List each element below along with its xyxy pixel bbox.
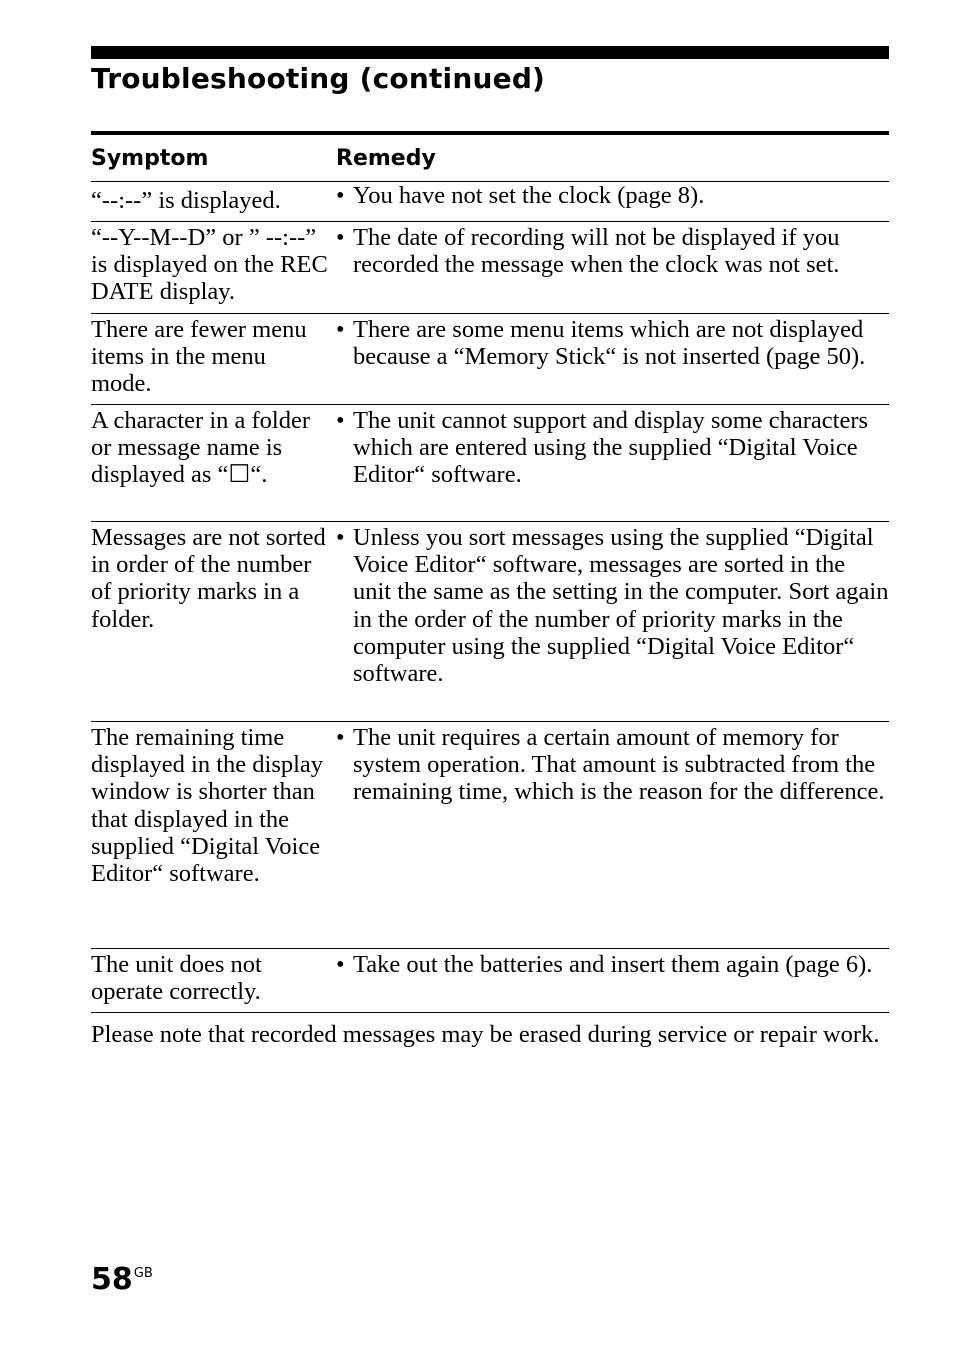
bullet-icon: • [336, 224, 345, 251]
page-number [91, 1262, 153, 1297]
table-row [91, 949, 889, 1013]
remedy-cell [336, 316, 889, 404]
remedy-cell [336, 524, 889, 721]
remedy-text: The unit cannot support and display some characters which are entered using the supplied “Digital Voice Editor“ software. [353, 407, 869, 489]
header-remedy: Remedy [336, 145, 436, 171]
table-row [91, 222, 889, 314]
symptom-cell: “--:--” is displayed. [91, 187, 281, 214]
bullet-icon: • [336, 524, 345, 551]
bullet-icon: • [336, 182, 345, 209]
symptom-cell: “--Y--M--D” or ” --:--” is displayed on the REC DATE display. [91, 224, 328, 306]
remedy-text: Take out the batteries and insert them again (page 6). [353, 951, 873, 978]
remedy-cell [336, 182, 889, 221]
remedy-text: You have not set the clock (page 8). [353, 182, 705, 209]
header-symptom: Symptom [91, 145, 209, 171]
remedy-cell [336, 224, 889, 313]
symptom-cell: Messages are not sorted in order of the number of priority marks in a folder. [91, 524, 326, 633]
remedy-cell [336, 407, 889, 521]
service-footnote: Please note that recorded messages may be erased during service or repair work. [91, 1021, 880, 1048]
remedy-text: Unless you sort messages using the supplied “Digital Voice Editor“ software, messages are sorted in the unit the same as the setting in the computer. Sort again in the order of the number of priority marks in the computer using the supplied “Digital Voice Editor“ software. [353, 524, 889, 688]
remedy-text: The date of recording will not be displayed if you recorded the message when the clock was not set. [353, 224, 840, 279]
remedy-cell [336, 951, 889, 1012]
remedy-text: There are some menu items which are not displayed because a “Memory Stick“ is not inserted (page 50). [353, 316, 866, 371]
section-title: Troubleshooting (continued) [91, 62, 546, 95]
symptom-cell: A character in a folder or message name is displayed as “☐“. [91, 407, 311, 489]
table-row [91, 522, 889, 722]
table-row [91, 405, 889, 522]
section-top-rule [91, 46, 889, 59]
table-header-row [91, 135, 889, 182]
bullet-icon: • [336, 316, 345, 343]
page-number-value: 58 [91, 1262, 133, 1297]
table-row [91, 182, 889, 222]
bullet-icon: • [336, 951, 345, 978]
page-number-suffix: GB [133, 1266, 153, 1281]
troubleshooting-table [91, 131, 889, 1013]
remedy-cell [336, 724, 889, 948]
table-row [91, 722, 889, 949]
bullet-icon: • [336, 407, 345, 434]
symptom-cell: The unit does not operate correctly. [91, 951, 262, 1006]
bullet-icon: • [336, 724, 345, 751]
symptom-cell: The remaining time displayed in the display window is shorter than that displayed in the supplied “Digital Voice Editor“ software. [91, 724, 324, 888]
remedy-text: The unit requires a certain amount of memory for system operation. That amount is subtracted from the remaining time, which is the reason for the difference. [353, 724, 885, 806]
table-row [91, 314, 889, 405]
symptom-cell: There are fewer menu items in the menu mode. [91, 316, 307, 398]
